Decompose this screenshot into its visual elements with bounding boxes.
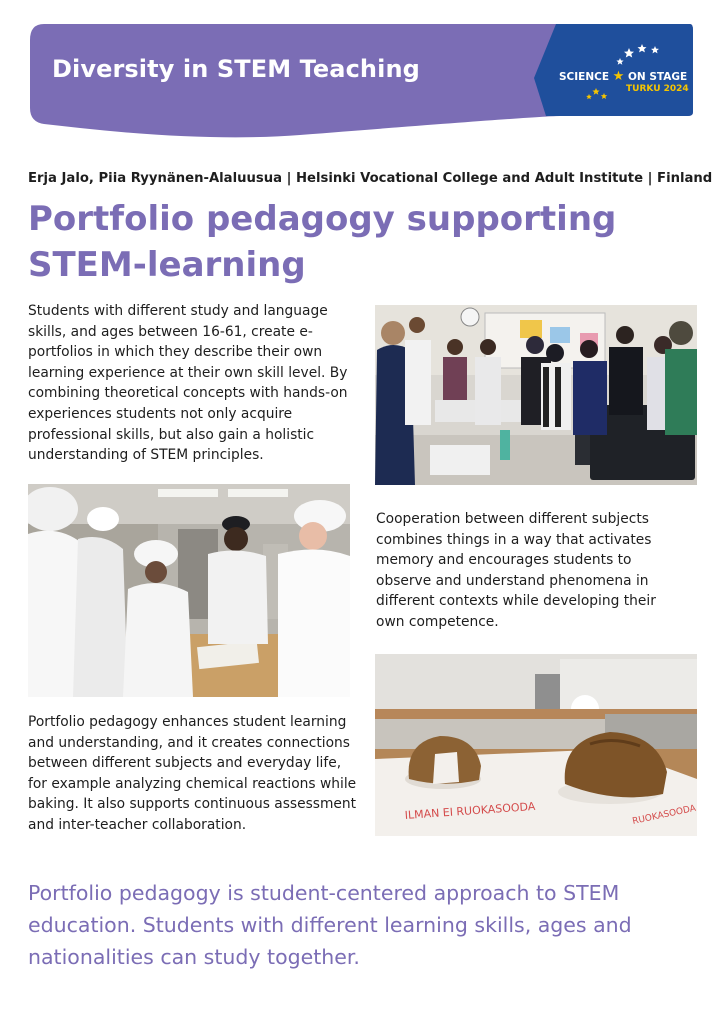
logo-text-on-stage: ON STAGE [627,71,688,83]
logo-text-science: SCIENCE [559,71,610,83]
cake-label-right: RUOKASOODA [631,803,697,827]
intro-paragraph: Students with different study and language skills, and ages between 16-61, create e-portfolios in which they describe their own learning experience at their own skill level. By combining theoretical concepts with hands-on experiences students not only acquire professional skills, but also gain a holistic understanding of STEM principles. [28,303,348,464]
title-line-2: STEM-learning [28,245,306,285]
bundt-cakes-photo [375,654,697,836]
conclusion-statement: Portfolio pedagogy is student-centered approach to STEM education. Students with different learning skills, ages and nationalities can study together. [28,881,632,969]
kitchen-students-photo [28,484,350,697]
header-banner [0,0,723,150]
logo-wordmark [559,69,687,84]
banner-title: Diversity in STEM Teaching [52,55,420,83]
science-on-stage-logo [556,38,696,108]
cake-label-left: ILMAN EI RUOKASOODA [404,799,536,822]
title-line-1: Portfolio pedagogy supporting [28,199,617,239]
page-title [28,196,708,288]
logo-subtitle: TURKU 2024 [626,84,689,94]
classroom-photo [375,305,697,485]
authors-line: Erja Jalo, Piia Ryynänen-Alaluusua | Helsinki Vocational College and Adult Institute | Finland [28,171,713,186]
cooperation-paragraph: Cooperation between different subjects combines things in a way that activates memory and encourages students to observe and understand phenomena in different contexts while developing their own competence. [376,511,656,630]
enhancement-paragraph: Portfolio pedagogy enhances student learning and understanding, and it creates connections between different subjects and everyday life, for example analyzing chemical reactions while baking. It also supports continuous assessment and inter-teacher collaboration. [28,714,357,833]
logo-star-icon: ★ [612,69,625,84]
